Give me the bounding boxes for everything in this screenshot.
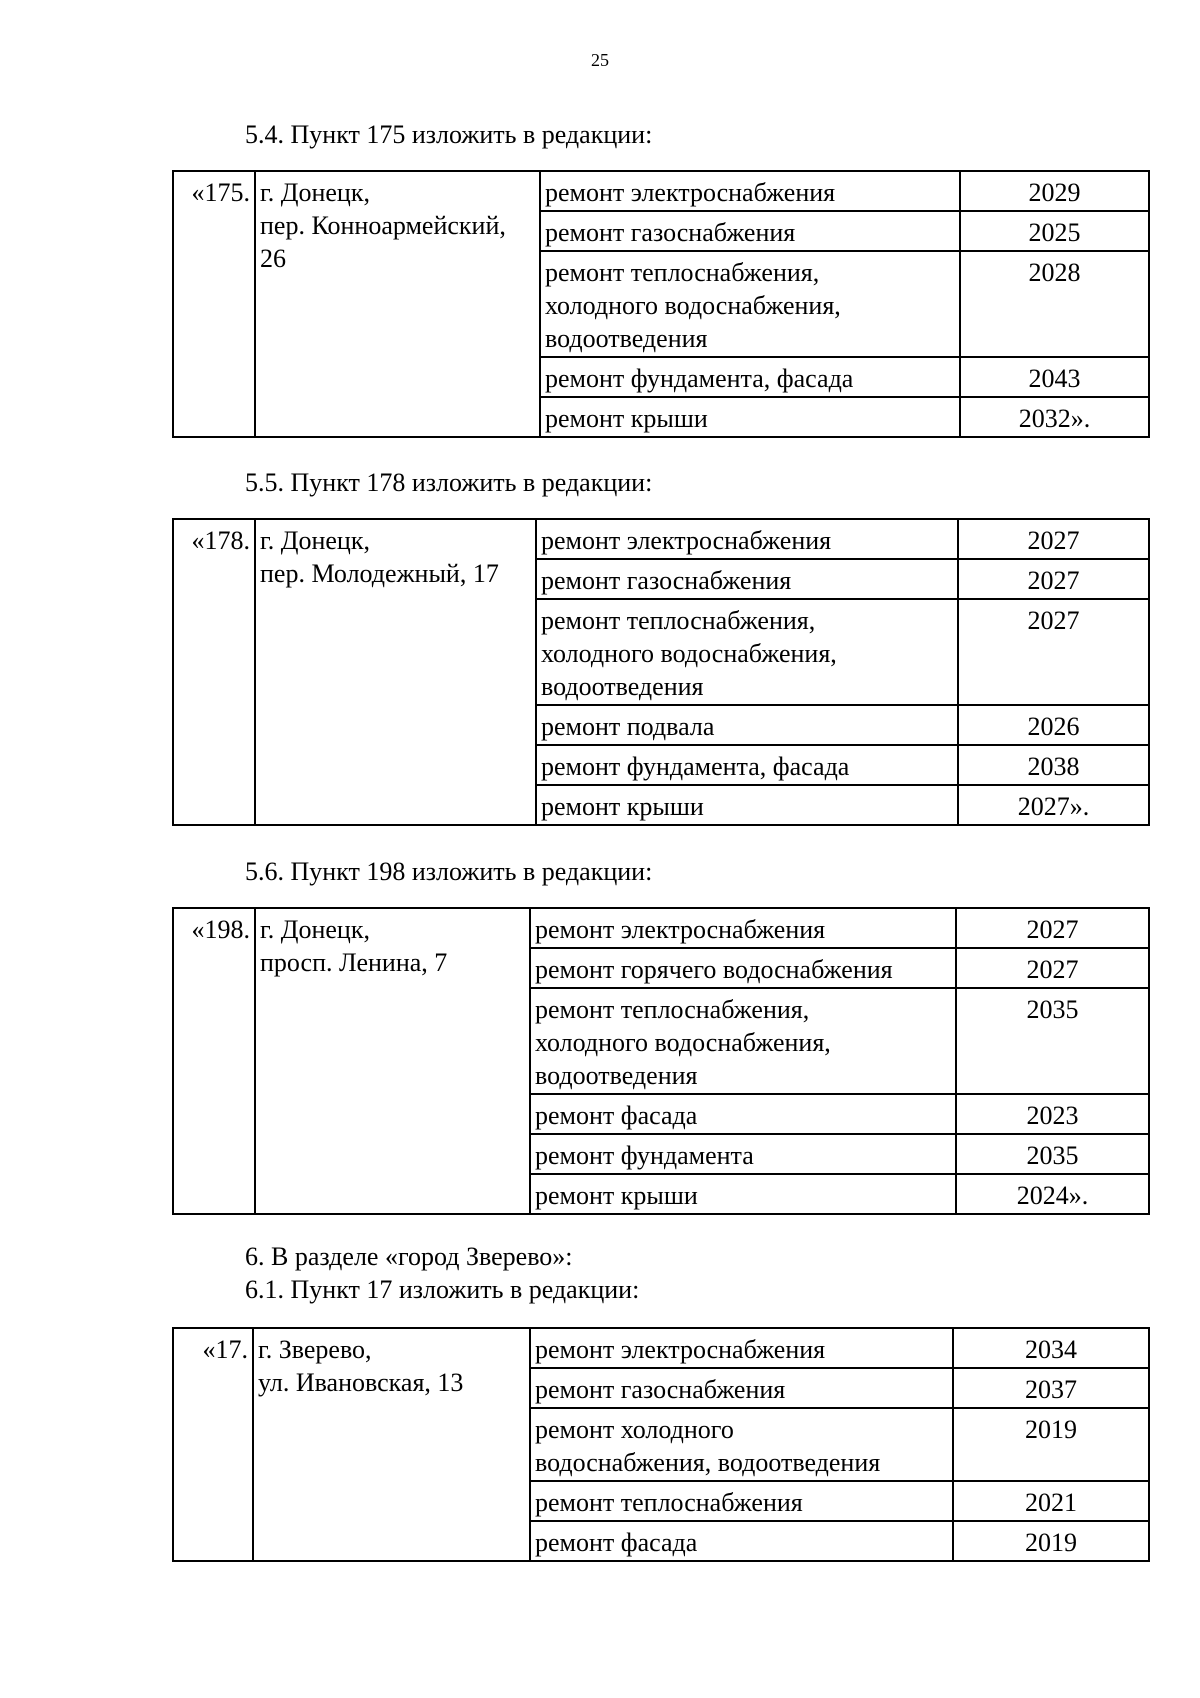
address-line: г. Донецк, <box>260 526 370 555</box>
address-line: пер. Молодежный, 17 <box>260 559 499 588</box>
work-type: ремонт газоснабжения <box>536 559 958 599</box>
table-row <box>173 908 1149 948</box>
address-line: 26 <box>260 244 286 273</box>
work-type: ремонт электроснабжения <box>536 519 958 559</box>
work-year: 2023 <box>956 1094 1149 1134</box>
item-number: «17. <box>173 1328 253 1561</box>
work-year: 2035 <box>956 1134 1149 1174</box>
work-type: ремонт подвала <box>536 705 958 745</box>
address-line: ул. Ивановская, 13 <box>258 1368 464 1397</box>
address-line: пер. Конноармейский, <box>260 211 506 240</box>
address-line: г. Донецк, <box>260 915 370 944</box>
work-type: ремонт электроснабжения <box>540 171 960 211</box>
work-year: 2034 <box>953 1328 1149 1368</box>
table-row <box>173 1328 1149 1368</box>
work-type: ремонт фундамента, фасада <box>540 357 960 397</box>
table-row <box>173 171 1149 211</box>
work-year: 2019 <box>953 1408 1149 1481</box>
item-number: «198. <box>173 908 255 1214</box>
address-line: просп. Ленина, 7 <box>260 948 448 977</box>
work-year: 2027». <box>958 785 1149 825</box>
work-type: ремонт теплоснабжения <box>530 1481 953 1521</box>
item-table-175 <box>172 170 1150 438</box>
work-year: 2025 <box>960 211 1149 251</box>
work-type: ремонт теплоснабжения, холодного водоснабжения, водоотведения <box>540 251 960 357</box>
work-year: 2037 <box>953 1368 1149 1408</box>
work-type: ремонт фасада <box>530 1521 953 1561</box>
work-year: 2029 <box>960 171 1149 211</box>
work-year: 2019 <box>953 1521 1149 1561</box>
work-year: 2027 <box>958 519 1149 559</box>
work-year: 2026 <box>958 705 1149 745</box>
page-number: 25 <box>591 50 609 70</box>
work-type: ремонт горячего водоснабжения <box>530 948 956 988</box>
work-type: ремонт электроснабжения <box>530 908 956 948</box>
work-year: 2027 <box>956 948 1149 988</box>
section-heading: 5.6. Пункт 198 изложить в редакции: <box>245 857 653 886</box>
address-line: г. Донецк, <box>260 178 370 207</box>
item-address <box>255 908 530 1214</box>
item-table-178 <box>172 518 1150 826</box>
work-year: 2027 <box>956 908 1149 948</box>
item-number: «178. <box>173 519 255 825</box>
section-heading: 5.4. Пункт 175 изложить в редакции: <box>245 120 653 149</box>
section-heading: 5.5. Пункт 178 изложить в редакции: <box>245 468 653 497</box>
work-year: 2027 <box>958 559 1149 599</box>
work-year: 2024». <box>956 1174 1149 1214</box>
work-year: 2035 <box>956 988 1149 1094</box>
work-type: ремонт фасада <box>530 1094 956 1134</box>
work-type: ремонт холодного водоснабжения, водоотведения <box>530 1408 953 1481</box>
item-number: «175. <box>173 171 255 437</box>
item-address <box>253 1328 530 1561</box>
work-type: ремонт крыши <box>540 397 960 437</box>
work-type: ремонт газоснабжения <box>530 1368 953 1408</box>
work-type: ремонт фундамента, фасада <box>536 745 958 785</box>
item-table-198 <box>172 907 1150 1215</box>
work-type: ремонт теплоснабжения, холодного водоснабжения, водоотведения <box>530 988 956 1094</box>
item-address <box>255 519 536 825</box>
work-type: ремонт фундамента <box>530 1134 956 1174</box>
address-line: г. Зверево, <box>258 1335 372 1364</box>
work-year: 2021 <box>953 1481 1149 1521</box>
work-type: ремонт крыши <box>536 785 958 825</box>
work-type: ремонт крыши <box>530 1174 956 1214</box>
work-year: 2043 <box>960 357 1149 397</box>
work-year: 2028 <box>960 251 1149 357</box>
section-heading: 6.1. Пункт 17 изложить в редакции: <box>245 1275 640 1304</box>
table-row <box>173 519 1149 559</box>
item-address <box>255 171 540 437</box>
work-type: ремонт электроснабжения <box>530 1328 953 1368</box>
work-year: 2027 <box>958 599 1149 705</box>
work-type: ремонт теплоснабжения, холодного водоснабжения, водоотведения <box>536 599 958 705</box>
work-type: ремонт газоснабжения <box>540 211 960 251</box>
work-year: 2032». <box>960 397 1149 437</box>
item-table-17 <box>172 1327 1150 1562</box>
work-year: 2038 <box>958 745 1149 785</box>
section-heading: 6. В разделе «город Зверево»: <box>245 1242 573 1271</box>
